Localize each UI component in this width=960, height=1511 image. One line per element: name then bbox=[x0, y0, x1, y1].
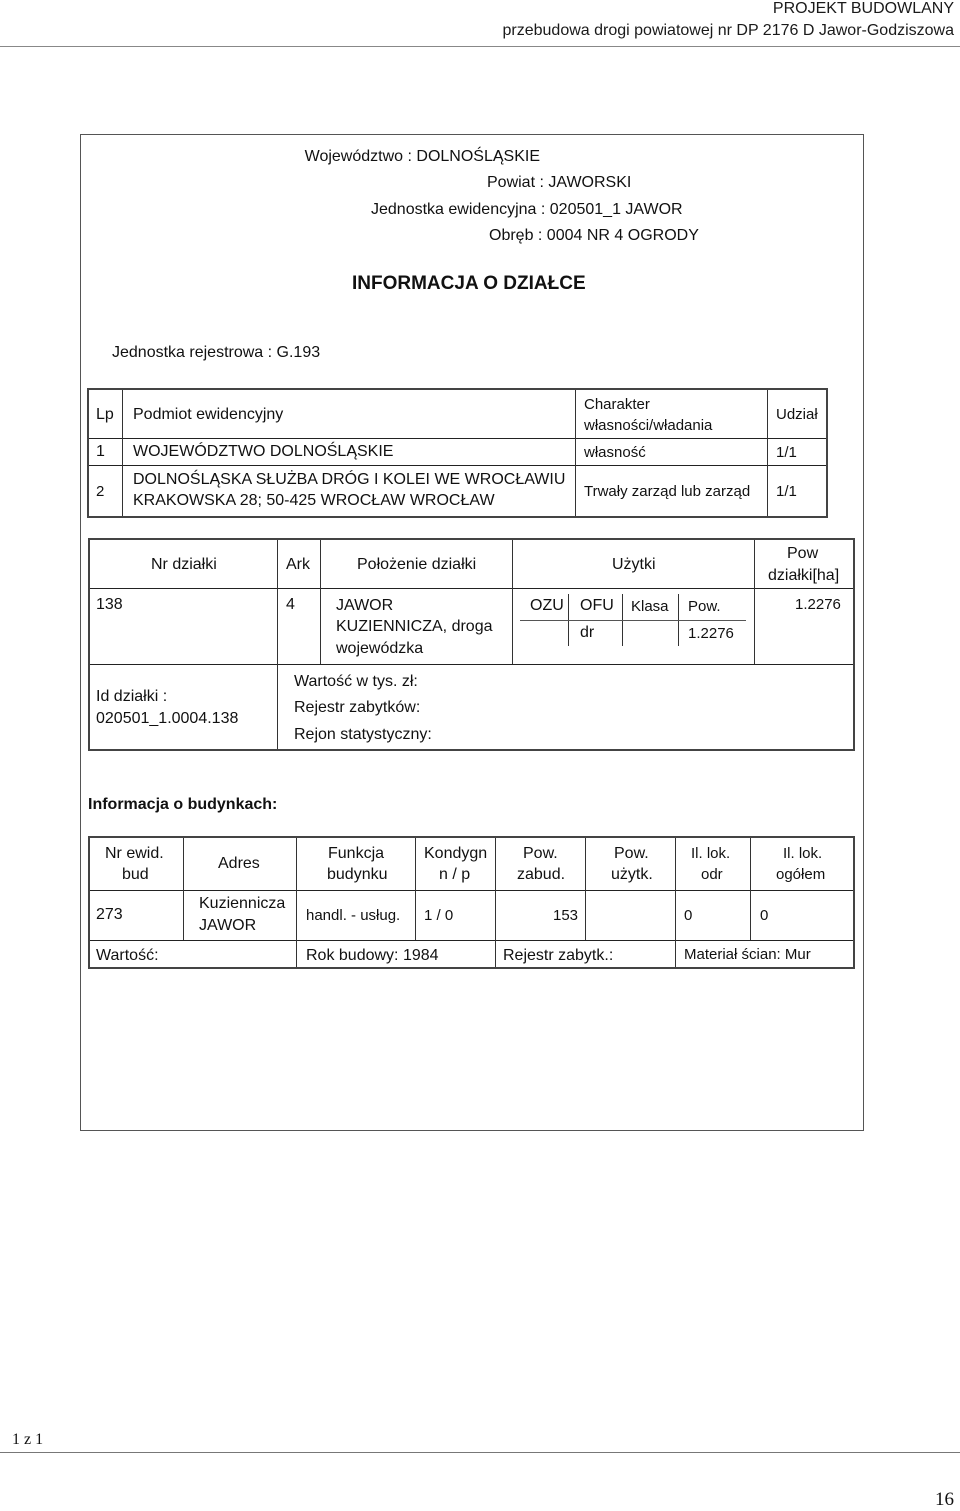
building-funkcja: handl. - usług. bbox=[306, 907, 401, 924]
jednostka-rejestrowa: Jednostka rejestrowa : G.193 bbox=[112, 344, 321, 361]
owners-col-divider bbox=[767, 390, 768, 516]
buildings-header-zabud-2: zabud. bbox=[517, 866, 566, 883]
plot-header-pow-2: działki[ha] bbox=[768, 567, 840, 584]
buildings-col-divider bbox=[183, 838, 184, 940]
plot-rejestr: Rejestr zabytków: bbox=[294, 699, 421, 716]
plot-body-divider bbox=[90, 664, 853, 665]
owner-2-podmiot-address: KRAKOWSKA 28; 50-425 WROCŁAW WROCŁAW bbox=[133, 492, 495, 509]
uzytki-header-divider bbox=[520, 620, 746, 621]
buildings-header-ogolem-2: ogółem bbox=[776, 866, 826, 883]
plot-header-uzytki: Użytki bbox=[612, 556, 656, 573]
uzytki-header-ofu: OFU bbox=[580, 597, 614, 614]
plot-header-nr: Nr działki bbox=[151, 556, 217, 573]
buildings-title: Informacja o budynkach: bbox=[88, 796, 278, 813]
buildings-header-uzytk: Pow. bbox=[614, 845, 649, 862]
powiat-line: Powiat : JAWORSKI bbox=[487, 174, 632, 191]
buildings-header-uzytk-2: użytk. bbox=[611, 866, 653, 883]
building-rejestr: Rejestr zabytk.: bbox=[503, 947, 614, 964]
owners-header-lp: Lp bbox=[96, 406, 114, 423]
owner-1-udzial: 1/1 bbox=[776, 444, 797, 461]
plot-polozenie-2: KUZIENNICZA, droga bbox=[336, 618, 493, 635]
plot-polozenie-3: wojewódzka bbox=[336, 640, 424, 657]
owner-2-podmiot: DOLNOŚLĄSKA SŁUŻBA DRÓG I KOLEI WE WROCŁAWIU bbox=[133, 471, 566, 488]
buildings-header-funkcja-2: budynku bbox=[327, 866, 388, 883]
buildings-col-divider bbox=[750, 838, 751, 940]
plot-header-pow: Pow bbox=[787, 545, 819, 562]
building-zabud: 153 bbox=[553, 907, 579, 924]
owner-1-podmiot: WOJEWÓDZTWO DOLNOŚLĄSKIE bbox=[133, 443, 394, 460]
owner-2-udzial: 1/1 bbox=[776, 483, 797, 500]
buildings-col-divider bbox=[415, 838, 416, 940]
obreb-line: Obręb : 0004 NR 4 OGRODY bbox=[489, 227, 699, 244]
owners-header-udzial: Udział bbox=[776, 406, 818, 423]
building-wartosc: Wartość: bbox=[96, 947, 159, 964]
owner-2-charakter: Trwały zarząd lub zarząd bbox=[584, 483, 751, 500]
building-odr: 0 bbox=[684, 907, 693, 924]
buildings-footer-divider bbox=[90, 940, 853, 941]
owners-header-charakter-2: własności/władania bbox=[584, 417, 713, 434]
plot-id-label: Id działki : bbox=[96, 688, 168, 705]
plot-id-value: 020501_1.0004.138 bbox=[96, 710, 239, 727]
buildings-header-nr-2: bud bbox=[122, 866, 149, 883]
building-adres-1: Kuziennicza bbox=[199, 895, 286, 912]
owners-header-podmiot: Podmiot ewidencyjny bbox=[133, 406, 284, 423]
buildings-header-ogolem: Il. lok. bbox=[783, 845, 823, 862]
plot-col-divider bbox=[277, 540, 278, 749]
plot-header-ark: Ark bbox=[286, 556, 310, 573]
plot-col-divider bbox=[754, 540, 755, 664]
owners-col-divider bbox=[575, 390, 576, 516]
building-material: Materiał ścian: Mur bbox=[684, 946, 811, 963]
owner-1-charakter: własność bbox=[584, 444, 646, 461]
owner-1-lp: 1 bbox=[96, 443, 105, 460]
plot-ark: 4 bbox=[286, 596, 295, 613]
jednostka-line: Jednostka ewidencyjna : 020501_1 JAWOR bbox=[371, 201, 683, 218]
uzytki-ofu-value: dr bbox=[580, 624, 595, 641]
owner-2-lp: 2 bbox=[96, 483, 105, 500]
page-number: 16 bbox=[935, 1489, 954, 1510]
buildings-header-nr: Nr ewid. bbox=[105, 845, 164, 862]
project-subtitle: przebudowa drogi powiatowej nr DP 2176 D Jawor-Godziszowa bbox=[502, 22, 954, 39]
uzytki-header-klasa: Klasa bbox=[631, 598, 669, 615]
buildings-header-kondygn-2: n / p bbox=[439, 866, 471, 883]
wojewodztwo-line: Województwo : DOLNOŚLĄSKIE bbox=[304, 148, 540, 165]
buildings-header-divider bbox=[90, 890, 853, 891]
buildings-col-divider bbox=[296, 838, 297, 967]
document-title: INFORMACJA O DZIAŁCE bbox=[352, 273, 586, 294]
plot-rejon: Rejon statystyczny: bbox=[294, 726, 432, 743]
page-of-label: 1 z 1 bbox=[12, 1431, 44, 1448]
building-nr: 273 bbox=[96, 906, 123, 923]
uzytki-header-pow: Pow. bbox=[688, 598, 721, 615]
plot-col-divider bbox=[512, 540, 513, 664]
plot-header-divider bbox=[90, 588, 853, 589]
owners-header-charakter: Charakter bbox=[584, 396, 650, 413]
buildings-header-funkcja: Funkcja bbox=[328, 845, 385, 862]
owners-header-divider bbox=[89, 438, 826, 439]
plot-pow-value: 1.2276 bbox=[795, 596, 841, 613]
plot-nr: 138 bbox=[96, 596, 123, 613]
building-ogolem: 0 bbox=[760, 907, 769, 924]
plot-header-polozenie: Położenie działki bbox=[357, 556, 477, 573]
plot-wartosc: Wartość w tys. zł: bbox=[294, 673, 418, 690]
footer-divider bbox=[0, 1452, 960, 1453]
uzytki-pow-value: 1.2276 bbox=[688, 625, 734, 642]
buildings-col-divider bbox=[585, 838, 586, 940]
plot-col-divider bbox=[320, 540, 321, 664]
building-rok: Rok budowy: 1984 bbox=[306, 947, 439, 964]
plot-polozenie-1: JAWOR bbox=[336, 597, 394, 614]
header-divider bbox=[0, 46, 960, 47]
owners-col-divider bbox=[122, 390, 123, 516]
buildings-header-zabud: Pow. bbox=[523, 845, 558, 862]
uzytki-header-ozu: OZU bbox=[530, 597, 564, 614]
building-kondygn: 1 / 0 bbox=[424, 907, 454, 924]
buildings-col-divider bbox=[675, 838, 676, 967]
buildings-header-odr-2: odr bbox=[701, 866, 723, 883]
buildings-header-kondygn: Kondygn bbox=[424, 845, 488, 862]
buildings-header-adres: Adres bbox=[218, 855, 260, 872]
building-adres-2: JAWOR bbox=[199, 917, 257, 934]
buildings-header-odr: Il. lok. bbox=[691, 845, 731, 862]
buildings-col-divider bbox=[495, 838, 496, 967]
project-title: PROJEKT BUDOWLANY bbox=[772, 0, 954, 17]
owners-row-divider bbox=[89, 465, 826, 466]
